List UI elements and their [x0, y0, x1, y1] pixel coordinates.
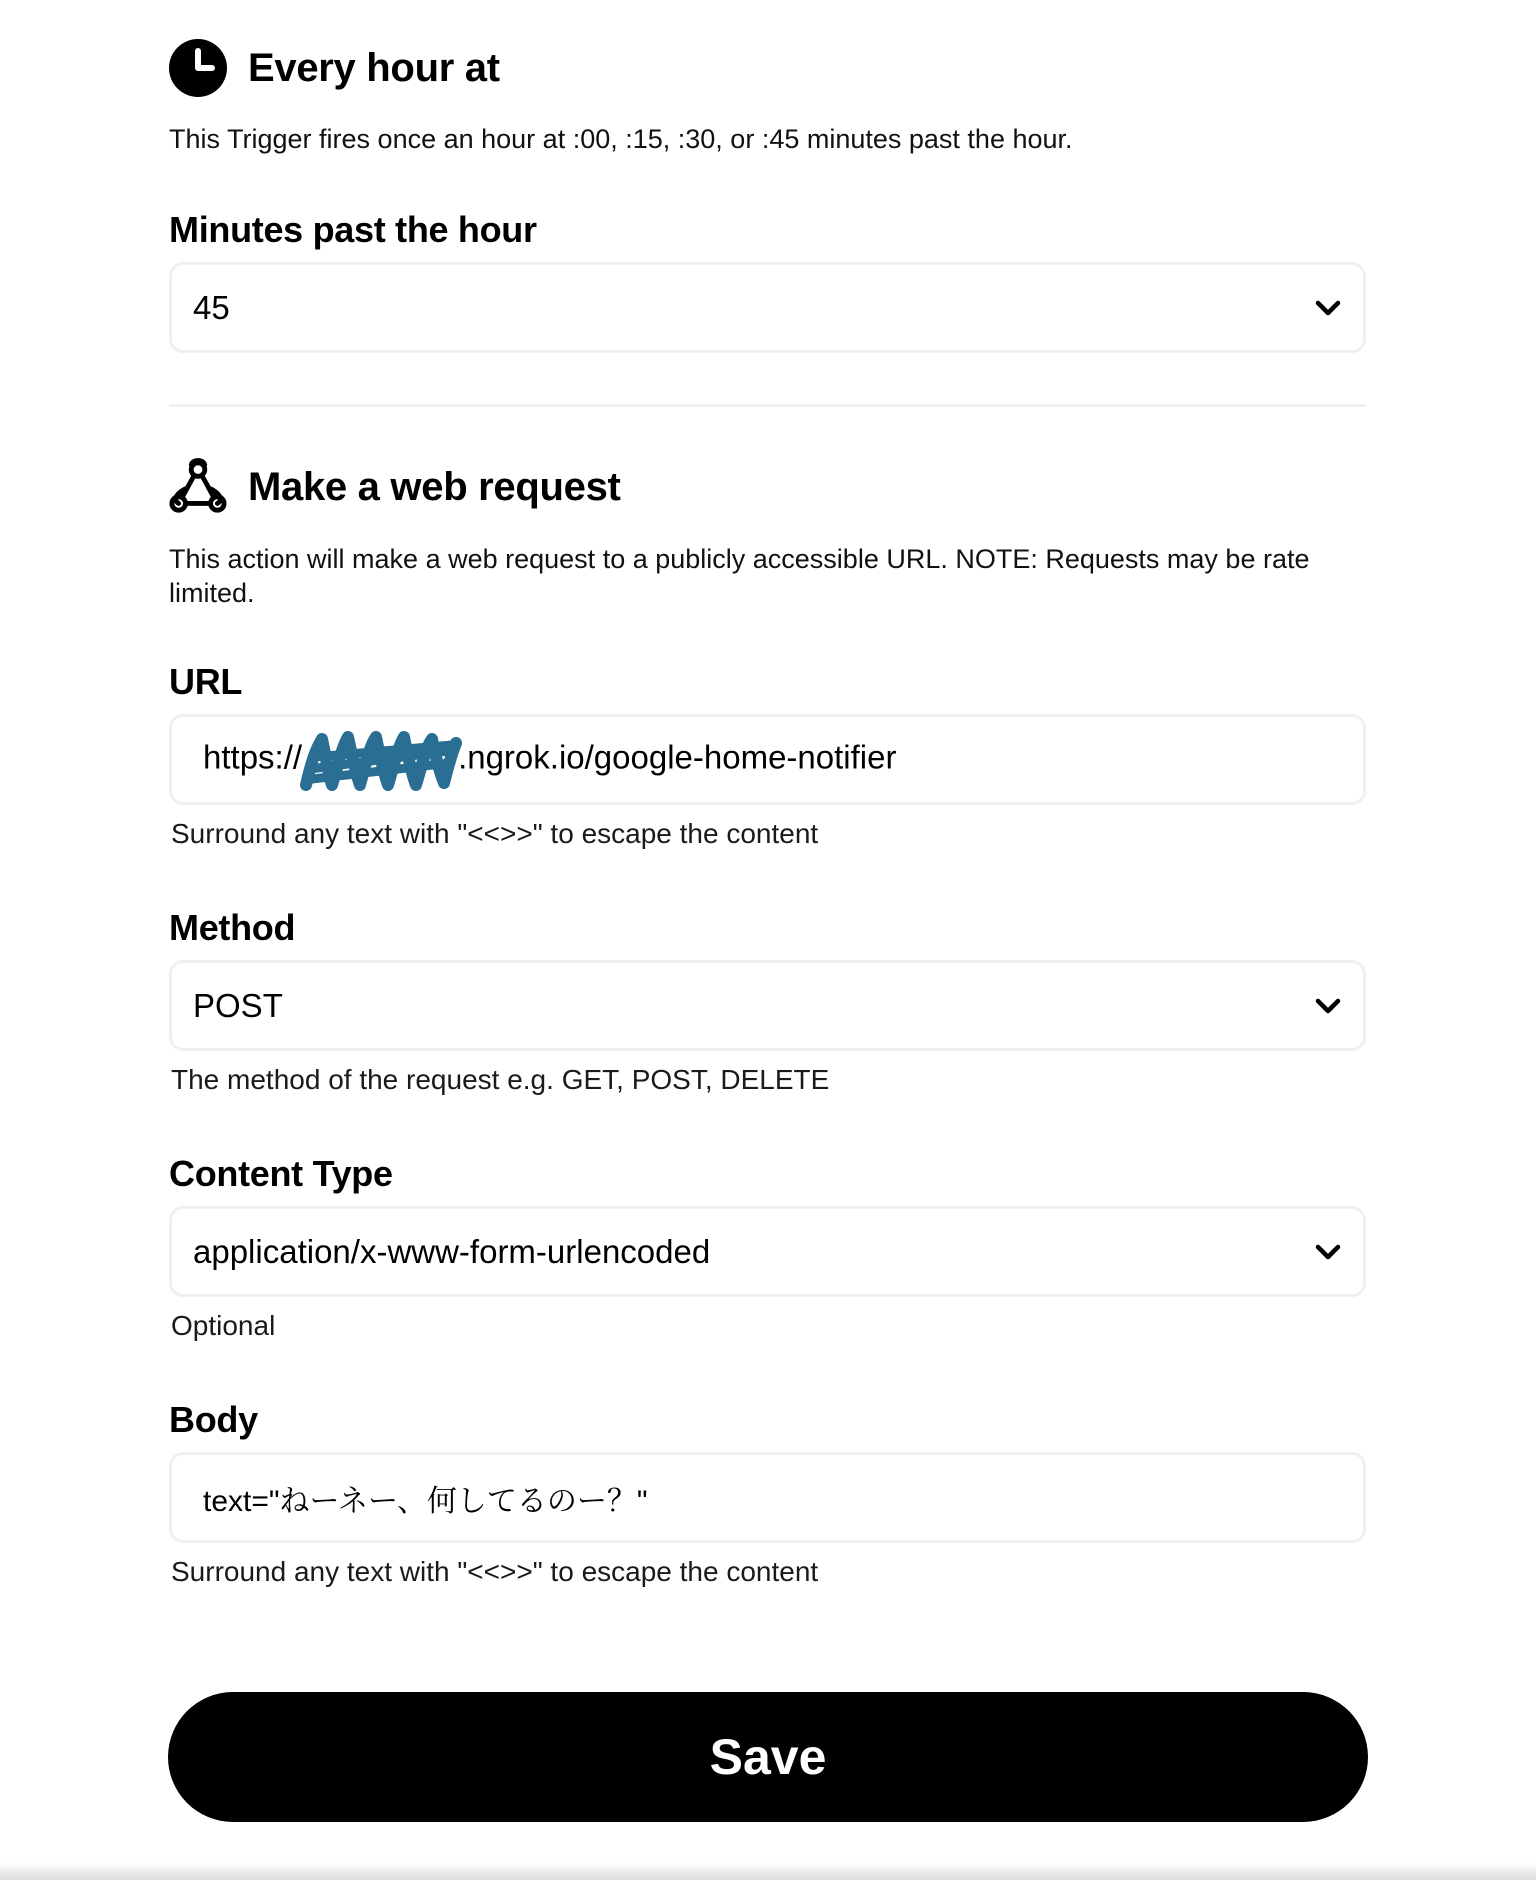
- action-title: Make a web request: [248, 464, 621, 509]
- chevron-down-icon: [1313, 991, 1343, 1021]
- chevron-down-icon: [1313, 1237, 1343, 1267]
- redaction-scribble: [298, 729, 462, 791]
- trigger-description: This Trigger fires once an hour at :00, :15, :30, or :45 minutes past the hour.: [169, 124, 1073, 154]
- content-type-value: application/x-www-form-urlencoded: [193, 1232, 711, 1270]
- action-description-line2: limited.: [169, 578, 255, 608]
- chevron-down-icon: [1313, 293, 1343, 323]
- minutes-value: 45: [193, 288, 230, 326]
- action-description-line1: This action will make a web request to a publicly accessible URL. NOTE: Requests may be rate: [169, 544, 1310, 574]
- clock-icon: [168, 38, 228, 98]
- url-value: [203, 729, 896, 791]
- webhook-icon: [168, 457, 228, 517]
- minutes-select[interactable]: [169, 262, 1366, 353]
- trigger-header: [168, 38, 500, 98]
- url-helper: Surround any text with "<<>>" to escape the content: [171, 818, 819, 849]
- url-label: URL: [169, 661, 243, 702]
- trigger-title: Every hour at: [248, 45, 500, 90]
- bottom-edge: [0, 1862, 1536, 1880]
- save-button[interactable]: Save: [168, 1692, 1368, 1822]
- section-divider: [169, 404, 1366, 407]
- method-value: POST: [193, 986, 283, 1024]
- method-label: Method: [169, 907, 296, 948]
- body-input[interactable]: [169, 1452, 1366, 1543]
- action-header: [168, 457, 621, 517]
- method-select[interactable]: [169, 960, 1366, 1051]
- url-value-suffix: .ngrok.io/google-home-notifier: [458, 738, 897, 776]
- action-description: [169, 542, 1369, 610]
- minutes-label: Minutes past the hour: [169, 209, 537, 250]
- content-type-label: Content Type: [169, 1153, 393, 1194]
- url-value-prefix: https://: [203, 738, 303, 776]
- body-label: Body: [169, 1399, 258, 1440]
- body-helper: Surround any text with "<<>>" to escape the content: [171, 1556, 819, 1587]
- body-value: text="ねーネー、何してるのー？": [203, 1484, 648, 1518]
- content-type-select[interactable]: [169, 1206, 1366, 1297]
- content-type-helper: Optional: [171, 1310, 276, 1341]
- url-input[interactable]: [169, 714, 1366, 805]
- method-helper: The method of the request e.g. GET, POST, DELETE: [171, 1064, 830, 1095]
